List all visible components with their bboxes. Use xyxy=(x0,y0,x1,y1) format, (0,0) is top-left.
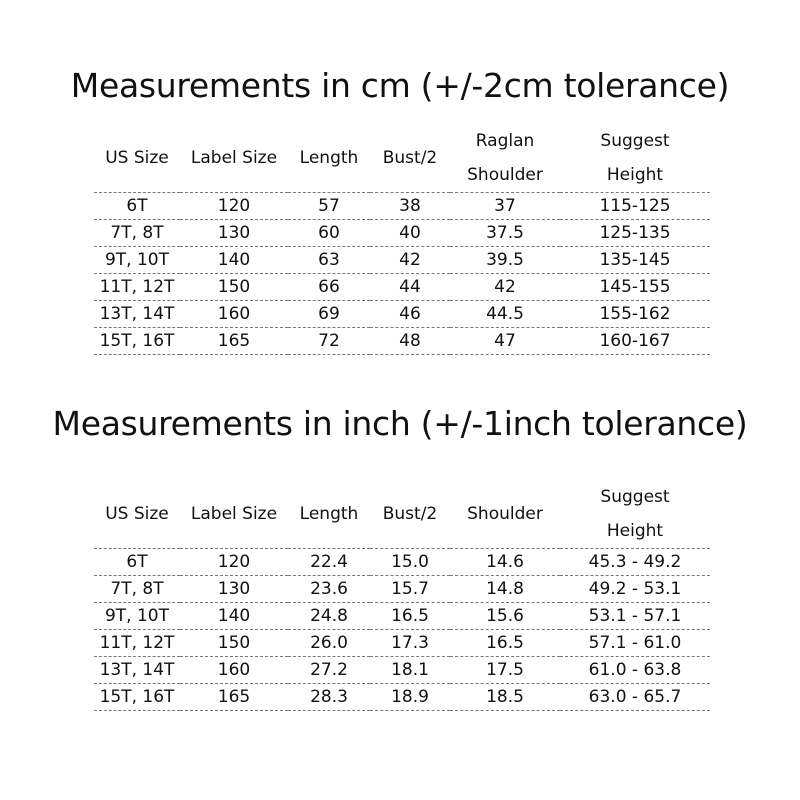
cell-label-size: 160 xyxy=(180,657,288,684)
cell-length: 57 xyxy=(288,193,370,220)
header-label-size: Label Size xyxy=(180,124,288,193)
cell-bust: 18.9 xyxy=(370,684,450,711)
header-length: Length xyxy=(288,124,370,193)
cell-height: 45.3 - 49.2 xyxy=(560,549,710,576)
header-suggest-height xyxy=(560,124,710,193)
cell-bust: 17.3 xyxy=(370,630,450,657)
cell-us-size: 7T, 8T xyxy=(94,220,180,247)
cell-us-size: 9T, 10T xyxy=(94,603,180,630)
cell-height: 125-135 xyxy=(560,220,710,247)
cm-section-title: Measurements in cm (+/-2cm tolerance) xyxy=(70,66,730,105)
cell-height: 115-125 xyxy=(560,193,710,220)
cell-us-size: 15T, 16T xyxy=(94,684,180,711)
cell-us-size: 11T, 12T xyxy=(94,274,180,301)
cell-us-size: 13T, 14T xyxy=(94,301,180,328)
cell-length: 72 xyxy=(288,328,370,355)
table-row xyxy=(94,301,710,328)
cell-height: 63.0 - 65.7 xyxy=(560,684,710,711)
cell-bust: 15.0 xyxy=(370,549,450,576)
cell-height: 53.1 - 57.1 xyxy=(560,603,710,630)
cell-label-size: 150 xyxy=(180,274,288,301)
cell-label-size: 130 xyxy=(180,576,288,603)
cell-us-size: 6T xyxy=(94,549,180,576)
table-row xyxy=(94,684,710,711)
cell-height: 61.0 - 63.8 xyxy=(560,657,710,684)
table-row xyxy=(94,328,710,355)
cell-length: 69 xyxy=(288,301,370,328)
cell-length: 28.3 xyxy=(288,684,370,711)
cell-label-size: 165 xyxy=(180,328,288,355)
cell-us-size: 13T, 14T xyxy=(94,657,180,684)
cell-shoulder: 47 xyxy=(450,328,560,355)
cell-bust: 48 xyxy=(370,328,450,355)
header-suggest-height xyxy=(560,480,710,549)
header-label-size: Label Size xyxy=(180,480,288,549)
cell-height: 155-162 xyxy=(560,301,710,328)
cell-shoulder: 17.5 xyxy=(450,657,560,684)
cell-length: 24.8 xyxy=(288,603,370,630)
header-bust: Bust/2 xyxy=(370,480,450,549)
table-row xyxy=(94,247,710,274)
header-suggest-line: Suggest xyxy=(600,487,670,507)
cell-length: 66 xyxy=(288,274,370,301)
cell-height: 160-167 xyxy=(560,328,710,355)
header-raglan-shoulder xyxy=(450,124,560,193)
cell-bust: 15.7 xyxy=(370,576,450,603)
table-row xyxy=(94,630,710,657)
inch-section-title: Measurements in inch (+/-1inch tolerance) xyxy=(52,404,748,443)
cell-length: 27.2 xyxy=(288,657,370,684)
header-raglan-line: Raglan xyxy=(475,131,535,151)
cell-us-size: 6T xyxy=(94,193,180,220)
table-header-row xyxy=(94,480,710,549)
header-us-size: US Size xyxy=(94,480,180,549)
header-height-line: Height xyxy=(606,521,664,541)
cell-length: 63 xyxy=(288,247,370,274)
cell-us-size: 7T, 8T xyxy=(94,576,180,603)
cell-bust: 18.1 xyxy=(370,657,450,684)
header-height-line: Height xyxy=(606,165,664,185)
cell-shoulder: 44.5 xyxy=(450,301,560,328)
table-row xyxy=(94,603,710,630)
header-length: Length xyxy=(288,480,370,549)
cell-height: 145-155 xyxy=(560,274,710,301)
cell-bust: 16.5 xyxy=(370,603,450,630)
cell-shoulder: 15.6 xyxy=(450,603,560,630)
cell-us-size: 9T, 10T xyxy=(94,247,180,274)
table-row xyxy=(94,220,710,247)
table-header-row xyxy=(94,124,710,193)
cell-label-size: 150 xyxy=(180,630,288,657)
table-row xyxy=(94,576,710,603)
cell-shoulder: 42 xyxy=(450,274,560,301)
cell-shoulder: 37.5 xyxy=(450,220,560,247)
cell-shoulder: 14.8 xyxy=(450,576,560,603)
header-suggest-line: Suggest xyxy=(600,131,670,151)
inch-size-table xyxy=(94,480,710,711)
cell-label-size: 160 xyxy=(180,301,288,328)
cell-length: 60 xyxy=(288,220,370,247)
cell-height: 57.1 - 61.0 xyxy=(560,630,710,657)
header-shoulder-line: Shoulder xyxy=(467,165,543,185)
cell-us-size: 15T, 16T xyxy=(94,328,180,355)
cell-length: 23.6 xyxy=(288,576,370,603)
cm-size-table xyxy=(94,124,710,355)
cell-height: 135-145 xyxy=(560,247,710,274)
cell-bust: 40 xyxy=(370,220,450,247)
cell-label-size: 165 xyxy=(180,684,288,711)
cell-shoulder: 14.6 xyxy=(450,549,560,576)
header-bust: Bust/2 xyxy=(370,124,450,193)
cell-bust: 38 xyxy=(370,193,450,220)
cell-height: 49.2 - 53.1 xyxy=(560,576,710,603)
cell-us-size: 11T, 12T xyxy=(94,630,180,657)
cell-length: 26.0 xyxy=(288,630,370,657)
cell-label-size: 140 xyxy=(180,603,288,630)
table-row xyxy=(94,549,710,576)
cell-bust: 42 xyxy=(370,247,450,274)
cell-label-size: 130 xyxy=(180,220,288,247)
cell-bust: 44 xyxy=(370,274,450,301)
header-us-size: US Size xyxy=(94,124,180,193)
cell-bust: 46 xyxy=(370,301,450,328)
cell-label-size: 140 xyxy=(180,247,288,274)
cell-shoulder: 37 xyxy=(450,193,560,220)
header-shoulder: Shoulder xyxy=(450,480,560,549)
cell-shoulder: 16.5 xyxy=(450,630,560,657)
table-row xyxy=(94,657,710,684)
cell-length: 22.4 xyxy=(288,549,370,576)
table-row xyxy=(94,193,710,220)
cell-label-size: 120 xyxy=(180,193,288,220)
table-row xyxy=(94,274,710,301)
cell-shoulder: 18.5 xyxy=(450,684,560,711)
cell-shoulder: 39.5 xyxy=(450,247,560,274)
cell-label-size: 120 xyxy=(180,549,288,576)
